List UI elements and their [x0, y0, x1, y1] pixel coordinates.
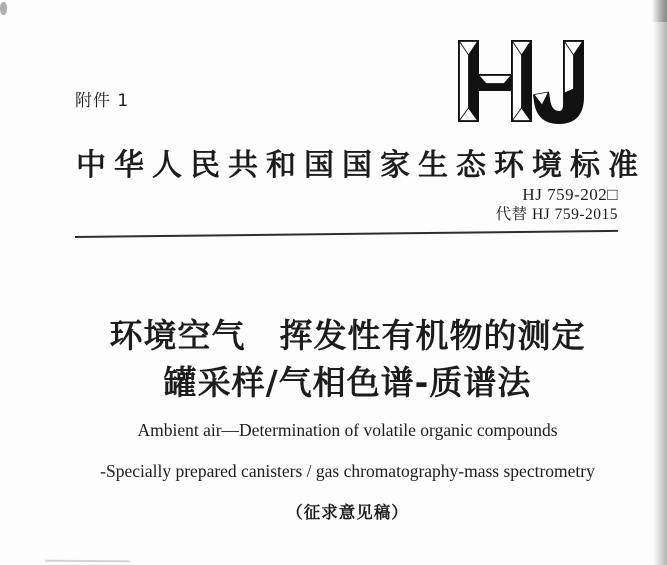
standard-number: HJ 759-202□ — [522, 185, 618, 204]
title-en-line2: -Specially prepared canisters / gas chromatography-mass spectrometry — [100, 461, 595, 481]
header-rule — [75, 230, 618, 238]
scan-smudge — [45, 560, 130, 563]
draft-note: （征求意见稿） — [286, 503, 409, 522]
title-cn-line2: 罐采样/气相色谱-质谱法 — [163, 363, 532, 402]
scan-edge-shadow — [653, 0, 667, 565]
attachment-label: 附件 1 — [75, 91, 130, 111]
hj-logo-icon — [450, 33, 600, 133]
scan-corner-shadow — [651, 0, 667, 22]
national-standard-heading: 中华人民共和国国家生态环境标准 — [76, 148, 646, 183]
title-en-line1: Ambient air—Determination of volatile organic compounds — [137, 420, 558, 440]
standard-number-block — [75, 184, 618, 225]
scan-speck — [0, 2, 7, 15]
title-cn-line1: 环境空气 挥发性有机物的测定 — [109, 316, 586, 355]
replaces-standard: 代替 HJ 759-2015 — [495, 206, 618, 224]
